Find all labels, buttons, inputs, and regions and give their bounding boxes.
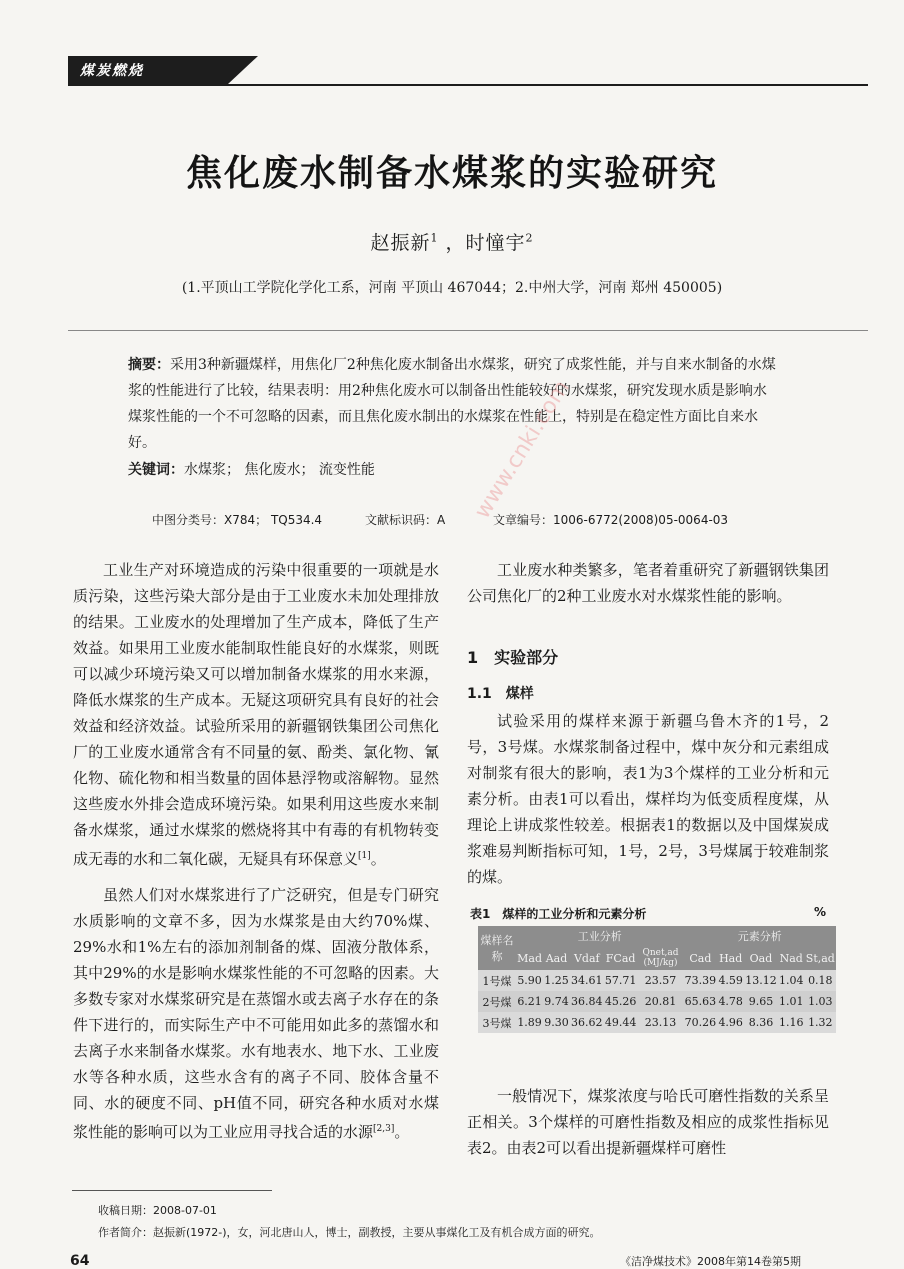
table-header: Nad	[778, 946, 805, 970]
table-header: Mad	[516, 946, 543, 970]
coal-analysis-table	[478, 926, 836, 1033]
citation: [2,3]	[373, 1124, 395, 1134]
table-caption-text: 表1 煤样的工业分析和元素分析	[470, 907, 647, 921]
table-header: St,ad	[805, 946, 836, 970]
paper-title: 焦化废水制备水煤浆的实验研究	[185, 153, 718, 194]
table-row	[478, 970, 836, 991]
watermark-text: www.cnki.com	[470, 376, 575, 524]
footnote-rule	[72, 1190, 272, 1191]
author-2-affil-mark: 2	[525, 231, 534, 245]
table-cell: 1号煤	[478, 970, 516, 991]
table-cell: 9.30	[543, 1012, 570, 1033]
table-cell: 4.59	[717, 970, 744, 991]
paragraph-end: 。	[394, 1123, 410, 1141]
author-separator: ，	[438, 232, 466, 254]
title-separator	[68, 330, 868, 331]
table-cell: 9.74	[543, 991, 570, 1012]
table-header-name: 煤样名称	[478, 926, 516, 970]
table-cell: 1.32	[805, 1012, 836, 1033]
table-cell: 0.18	[805, 970, 836, 991]
table-cell: 1.01	[778, 991, 805, 1012]
keywords-text: 水煤浆； 焦化废水； 流变性能	[184, 462, 375, 478]
table-cell: 70.26	[684, 1012, 718, 1033]
abstract-text: 采用3种新疆煤样，用焦化厂2种焦化废水制备出水煤浆，研究了成浆性能，并与自来水制备的水煤浆的性能进行了比较，结果表明：用2种焦化废水可以制备出性能较好的水煤浆，研究发现水质是影响水煤浆性能的一个不可忽略的因素，而且焦化废水制出的水煤浆在性能上，特别是在稳定性方面比自来水好。	[128, 357, 776, 451]
subsection-heading: 1.1 煤样	[467, 686, 534, 702]
table-cell: 57.71	[604, 970, 638, 991]
document-code: 文献标识码：A	[365, 513, 446, 527]
left-column	[73, 557, 439, 1145]
affiliations: (1.平顶山工学院化学化工系，河南 平顶山 467044；2.中州大学，河南 郑州 450005)	[181, 280, 723, 296]
right-column-grindability	[467, 1083, 829, 1161]
section-header-label: 煤炭燃烧	[80, 63, 144, 79]
table-row	[478, 1012, 836, 1033]
paragraph-text: 工业生产对环境造成的污染中很重要的一项就是水质污染，这些污染大部分是由于工业废水未加处理排放的结果。工业废水的处理增加了生产成本，降低了生产效益。如果用工业废水能制取性能良好的水煤浆，则既可以减少环境污染又可以增加制备水煤浆的用水来源，降低水煤浆的生产成本。无疑这项研究具有良好的社会效益和经济效益。试验所采用的新疆钢铁集团公司焦化厂的工业废水通常含有不同量的氨、酚类、氯化物、氰化物、硫化物和相当数量的固体悬浮物或溶解物。显然这些废水外排会造成环境污染。如果利用这些废水来制备水煤浆，通过水煤浆的燃烧将其中有毒的有机物转变成无毒的水和二氧化碳，无疑具有环保意义	[73, 561, 439, 868]
table-header: Cad	[684, 946, 718, 970]
body-paragraph: 一般情况下，煤浆浓度与哈氏可磨性指数的关系呈正相关。3个煤样的可磨性指数及相应的成浆性指标见表2。由表2可以看出提新疆煤样可磨性	[467, 1087, 829, 1157]
table-cell: 1.25	[543, 970, 570, 991]
right-column-coal-samples	[467, 708, 829, 890]
table-row	[478, 991, 836, 1012]
body-paragraph: 工业废水种类繁多，笔者着重研究了新疆钢铁集团公司焦化厂的2种工业废水对水煤浆性能的影响。	[467, 561, 829, 605]
received-date: 收稿日期：2008-07-01	[98, 1204, 217, 1217]
table-cell: 4.96	[717, 1012, 744, 1033]
journal-footer: 《洁净煤技术》2008年第14卷第5期	[620, 1255, 801, 1268]
classification-number: 中图分类号：X784； TQ534.4	[152, 513, 323, 527]
header-rule	[68, 84, 868, 86]
paragraph-text: 虽然人们对水煤浆进行了广泛研究，但是专门研究水质影响的文章不多，因为水煤浆是由大约70%煤、29%水和1%左右的添加剂制备的煤、固液分散体系，其中29%的水是影响水煤浆性能的不可忽略的因素。大多数专家对水煤浆研究是在蒸馏水或去离子水存在的条件下进行的，而实际生产中不可能用如此多的蒸馏水和去离子水来制备水煤浆。水有地表水、地下水、工业废水等各种水质，这些水含有的离子不同、胶体含量不同、水的硬度不同、pH值不同，研究各种水质对水煤浆性能的影响可以为工业应用寻找合适的水源	[73, 886, 439, 1141]
table-cell: 1.16	[778, 1012, 805, 1033]
table-cell: 6.21	[516, 991, 543, 1012]
table-cell: 13.12	[744, 970, 778, 991]
body-paragraph	[73, 882, 439, 1145]
table-cell: 45.26	[604, 991, 638, 1012]
table-cell: 8.36	[744, 1012, 778, 1033]
author-line	[0, 228, 904, 255]
table-unit: %	[813, 905, 826, 919]
table-cell: 1.04	[778, 970, 805, 991]
table-cell: 49.44	[604, 1012, 638, 1033]
table-cell: 5.90	[516, 970, 543, 991]
table-caption	[470, 905, 826, 922]
keywords	[128, 457, 776, 483]
table-cell: 65.63	[684, 991, 718, 1012]
table-cell: 73.39	[684, 970, 718, 991]
table-cell: 4.78	[717, 991, 744, 1012]
table-cell: 9.65	[744, 991, 778, 1012]
table-cell: 2号煤	[478, 991, 516, 1012]
page-number: 64	[70, 1253, 90, 1269]
table-group-ultimate: 元素分析	[684, 926, 837, 946]
table-cell: 23.57	[638, 970, 684, 991]
table-header: Oad	[744, 946, 778, 970]
table-cell: 34.61	[570, 970, 604, 991]
body-paragraph	[73, 557, 439, 872]
table-cell: 20.81	[638, 991, 684, 1012]
table-header: Qnet,ad (MJ/kg)	[638, 946, 684, 970]
body-paragraph: 试验采用的煤样来源于新疆乌鲁木齐的1号，2号，3号煤。水煤浆制备过程中，煤中灰分和元素组成对制浆有很大的影响，表1为3个煤样的工业分析和元素分析。由表1可以看出，煤样均为低变质程度煤，从理论上讲成浆性较差。根据表1的数据以及中国煤炭成浆难易判断指标可知，1号，2号，3号煤属于较难制浆的煤。	[467, 712, 829, 886]
table-cell: 1.89	[516, 1012, 543, 1033]
section-heading: 1 实验部分	[467, 648, 559, 667]
article-number: 文章编号：1006-6772(2008)05-0064-03	[493, 513, 729, 527]
author-2: 时憧宇	[465, 232, 526, 254]
right-column-intro	[467, 557, 829, 609]
table-group-proximate: 工业分析	[516, 926, 684, 946]
table-cell: 3号煤	[478, 1012, 516, 1033]
table-cell: 23.13	[638, 1012, 684, 1033]
keywords-label: 关键词：	[128, 462, 184, 478]
section-header-tab-corner	[228, 56, 258, 84]
table-header: FCad	[604, 946, 638, 970]
table-header: Aad	[543, 946, 570, 970]
author-1-affil-mark: 1	[430, 231, 439, 245]
table-header: Vdaf	[570, 946, 604, 970]
table-cell: 36.62	[570, 1012, 604, 1033]
abstract-label: 摘要：	[128, 357, 170, 373]
table-cell: 36.84	[570, 991, 604, 1012]
table-header: Had	[717, 946, 744, 970]
author-bio: 作者简介：赵振新(1972-)，女，河北唐山人，博士，副教授，主要从事煤化工及有机合成方面的研究。	[98, 1226, 601, 1239]
citation: [1]	[358, 851, 371, 861]
paragraph-end: 。	[370, 850, 386, 868]
table-cell: 1.03	[805, 991, 836, 1012]
author-1: 赵振新	[370, 232, 431, 254]
abstract	[128, 352, 776, 456]
